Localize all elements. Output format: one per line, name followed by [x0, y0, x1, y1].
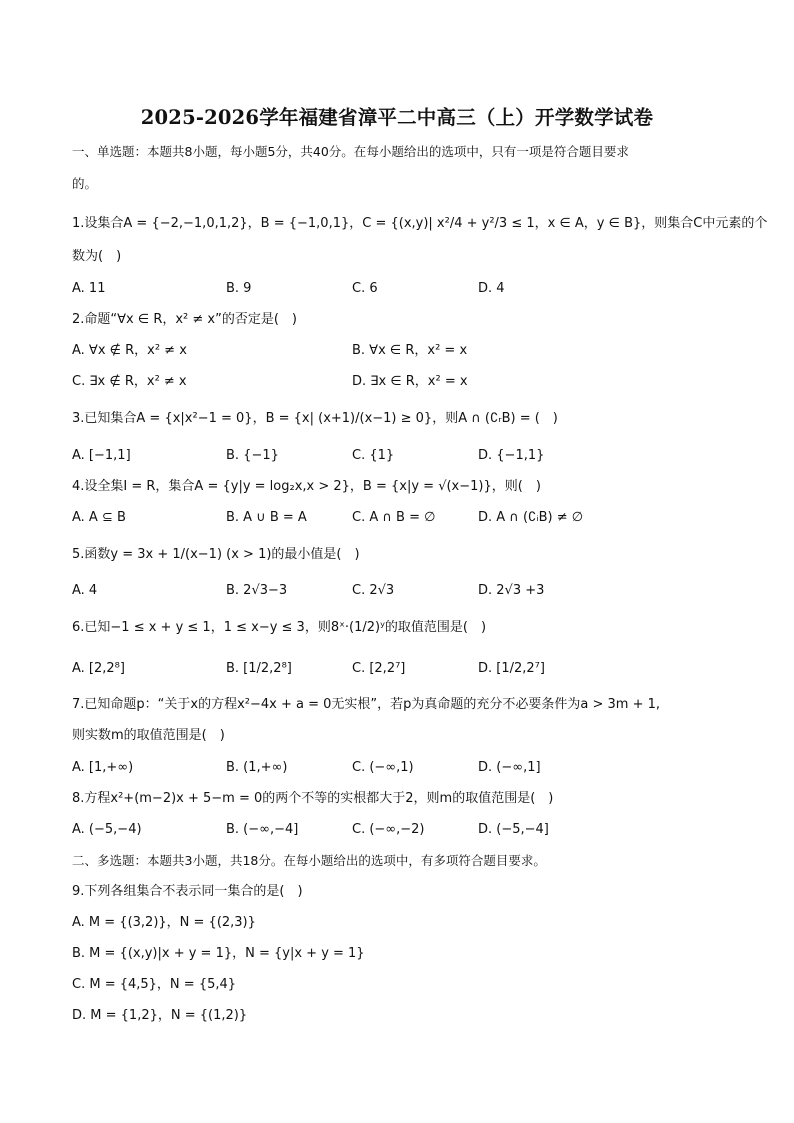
question-8-option-c: C. (−∞,−2): [352, 822, 425, 837]
question-5-stem: 5.函数y = 3x + 1/(x−1) (x > 1)的最小值是( ): [72, 547, 360, 562]
question-3-option-c: C. {1}: [352, 448, 395, 463]
question-6-option-b: B. [1/2,2⁸]: [226, 661, 292, 676]
question-3-option-b: B. {−1}: [226, 448, 279, 463]
question-4-stem: 4.设全集I = R，集合A = {y|y = log₂x,x > 2}，B = {x|y = √(x−1)}，则( ): [72, 479, 541, 494]
question-9-option-b: B. M = {(x,y)|x + y = 1}，N = {y|x + y = 1}: [72, 946, 365, 961]
question-2-option-a: A. ∀x ∉ R，x² ≠ x: [72, 343, 187, 358]
question-5-option-c: C. 2√3: [352, 583, 395, 598]
question-6-stem: 6.已知−1 ≤ x + y ≤ 1，1 ≤ x−y ≤ 3，则8ˣ·(1/2)ʸ的取值范围是( ): [72, 620, 487, 635]
section-single-choice-line2: 的。: [72, 176, 98, 191]
question-1-option-b: B. 9: [226, 281, 252, 296]
question-9-stem: 9.下列各组集合不表示同一集合的是( ): [72, 884, 303, 899]
question-8-stem: 8.方程x²+(m−2)x + 5−m = 0的两个不等的实根都大于2，则m的取值范围是( ): [72, 791, 554, 806]
question-4-option-a: A. A ⊆ B: [72, 510, 126, 525]
question-4-option-b: B. A ∪ B = A: [226, 510, 307, 525]
question-7-stem-line1: 7.已知命题p：“关于x的方程x²−4x + a = 0无实根”，若p为真命题的充分不必要条件为a > 3m + 1,: [72, 697, 661, 712]
question-7-option-d: D. (−∞,1]: [478, 760, 541, 775]
question-2-option-d: D. ∃x ∈ R，x² = x: [352, 374, 468, 389]
question-9-option-d: D. M = {1,2}，N = {(1,2)}: [72, 1008, 248, 1023]
question-5-option-a: A. 4: [72, 583, 98, 598]
question-5-option-b: B. 2√3−3: [226, 583, 288, 598]
section-single-choice-line1: 一、单选题：本题共8小题，每小题5分，共40分。在每小题给出的选项中，只有一项是符合题目要求: [72, 144, 629, 159]
question-8-option-d: D. (−5,−4]: [478, 822, 549, 837]
question-8-option-a: A. (−5,−4): [72, 822, 142, 837]
question-4-option-d: D. A ∩ (∁ᵢB) ≠ ∅: [478, 510, 584, 525]
question-7-option-a: A. [1,+∞): [72, 760, 134, 775]
question-2-option-c: C. ∃x ∉ R，x² ≠ x: [72, 374, 187, 389]
question-1-stem-line1: 1.设集合A = {−2,−1,0,1,2}，B = {−1,0,1}，C = {(x,y)| x²/4 + y²/3 ≤ 1，x ∈ A，y ∈ B}，则集合C中元素的个: [72, 216, 768, 231]
question-8-option-b: B. (−∞,−4]: [226, 822, 299, 837]
question-9-option-a: A. M = {(3,2)}，N = {(2,3)}: [72, 915, 256, 930]
question-5-option-d: D. 2√3 +3: [478, 583, 545, 598]
question-7-option-c: C. (−∞,1): [352, 760, 414, 775]
question-7-stem-line2: 则实数m的取值范围是( ): [72, 728, 225, 743]
question-1-option-c: C. 6: [352, 281, 378, 296]
question-4-option-c: C. A ∩ B = ∅: [352, 510, 436, 525]
question-3-option-a: A. [−1,1]: [72, 448, 131, 463]
question-2-option-b: B. ∀x ∈ R，x² = x: [352, 343, 468, 358]
question-6-option-c: C. [2,2⁷]: [352, 661, 406, 676]
section-multiple-choice: 二、多选题：本题共3小题，共18分。在每小题给出的选项中，有多项符合题目要求。: [72, 853, 546, 868]
question-2-stem: 2.命题“∀x ∈ R，x² ≠ x”的否定是( ): [72, 312, 297, 327]
question-9-option-c: C. M = {4,5}，N = {5,4}: [72, 977, 237, 992]
question-6-option-d: D. [1/2,2⁷]: [478, 661, 545, 676]
page-title: 2025-2026学年福建省漳平二中高三（上）开学数学试卷: [140, 106, 654, 129]
question-1-stem-line2: 数为( ): [72, 249, 122, 264]
question-3-option-d: D. {−1,1}: [478, 448, 545, 463]
question-1-option-d: D. 4: [478, 281, 505, 296]
question-7-option-b: B. (1,+∞): [226, 760, 288, 775]
question-1-option-a: A. 11: [72, 281, 106, 296]
question-6-option-a: A. [2,2⁸]: [72, 661, 125, 676]
question-3-stem: 3.已知集合A = {x|x²−1 = 0}，B = {x| (x+1)/(x−1) ≥ 0}，则A ∩ (∁ᵣB) = ( ): [72, 411, 558, 426]
